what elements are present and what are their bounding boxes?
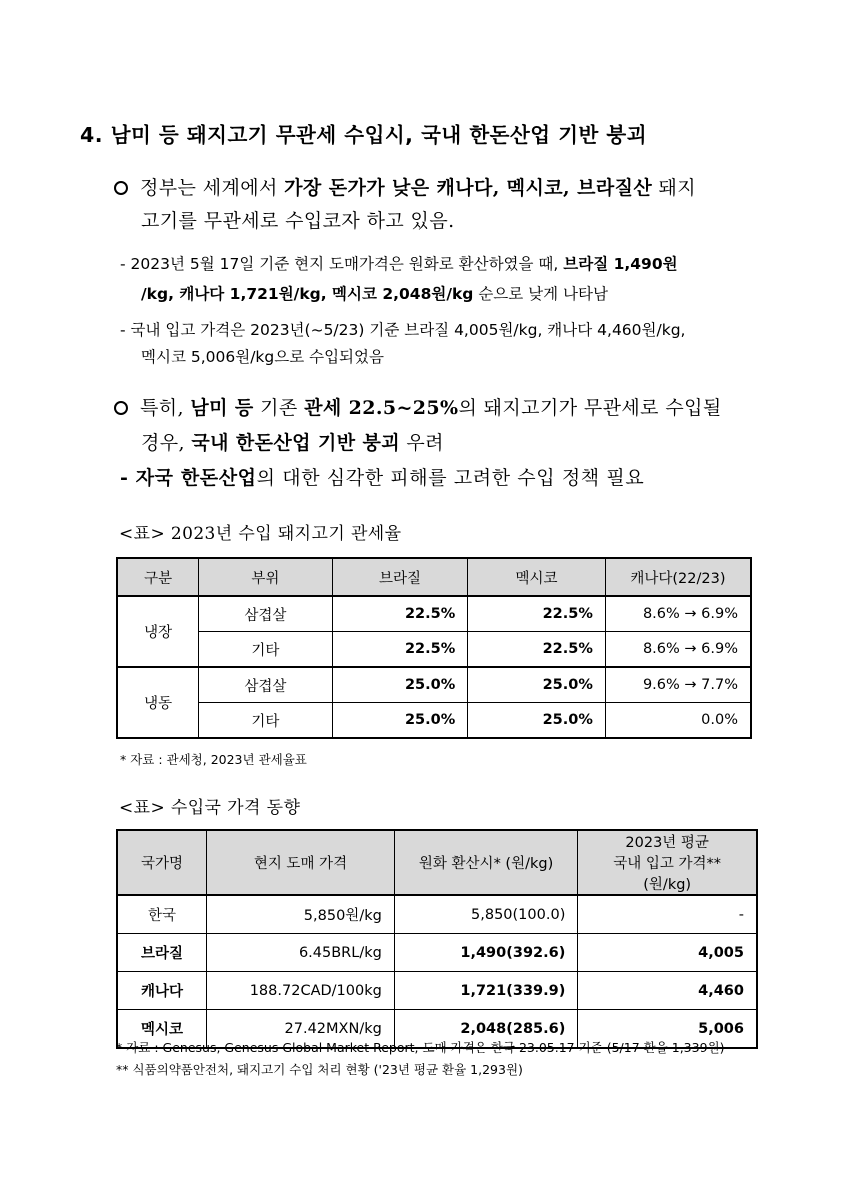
header-cell: 부위 [199,558,332,596]
krw-price-cell: 2,048(285.6) [394,1010,578,1049]
header-line: 국내 입고 가격**(원/kg) [613,856,722,893]
table-header-row [117,558,751,596]
header-cell: 멕시코 [468,558,606,596]
group-cell: 냉장 [117,596,199,667]
price-trend-table [116,829,758,1049]
text-run-bold: 브라질 1,490원 [563,255,678,273]
mexico-cell: 22.5% [468,596,606,632]
part-cell: 기타 [199,703,332,739]
text-run: 기존 [253,397,305,419]
bullet-paragraph-2 [114,393,722,420]
text-run: 경우, [141,432,192,454]
bullet-paragraph-1-line2: 고기를 무관세로 수입코자 하고 있음. [141,210,455,232]
mexico-cell: 22.5% [468,632,606,668]
text-run-bold: 남미 등 [190,397,254,419]
mexico-cell: 25.0% [468,703,606,739]
dash-item-2-line2: 멕시코 5,006원/kg으로 수입되었음 [141,348,384,366]
text-run: 돼지 [652,177,697,199]
header-cell: 현지 도매 가격 [207,830,395,895]
circle-bullet-icon [114,181,128,195]
table-row [117,632,751,668]
brazil-cell: 25.0% [332,667,468,703]
import-price-cell: 5,006 [578,1010,757,1049]
text-run: 의 대한 심각한 피해를 고려한 수입 정책 필요 [256,467,645,489]
import-price-cell: 4,460 [578,972,757,1010]
local-price-cell: 5,850원/kg [207,895,395,934]
header-cell: 국가명 [117,830,207,895]
dash-item-1-line2 [141,282,608,304]
table-row [117,667,751,703]
part-cell: 기타 [199,632,332,668]
local-price-cell: 188.72CAD/100kg [207,972,395,1010]
krw-price-cell: 1,490(392.6) [394,934,578,972]
text-run-bold: /kg, 캐나다 1,721원/kg, 멕시코 2,048원/kg [141,285,474,303]
circle-bullet-icon [114,401,128,415]
table-row [117,934,757,972]
table-row [117,703,751,739]
dash-item-2: - 국내 입고 가격은 2023년(~5/23) 기준 브라질 4,005원/kg, 캐나다 4,460원/kg, [120,321,686,339]
local-price-cell: 6.45BRL/kg [207,934,395,972]
text-run-bold: - 자국 한돈산업 [120,467,257,489]
dash-item-1 [120,252,678,274]
text-run: 우려 [399,432,444,454]
krw-price-cell: 1,721(339.9) [394,972,578,1010]
table-row [117,596,751,632]
part-cell: 삼겹살 [199,596,332,632]
header-cell: 원화 환산시* (원/kg) [394,830,578,895]
import-price-cell: 4,005 [578,934,757,972]
text-run-bold: 국내 한돈산업 기반 붕괴 [191,432,400,454]
header-cell-two-line [578,830,757,895]
table2-source-note-2: ** 식품의약품안전처, 돼지고기 수입 처리 현황 ('23년 평균 환율 1,293원) [116,1062,523,1077]
mexico-cell: 25.0% [468,667,606,703]
table1-caption: <표> 2023년 수입 돼지고기 관세율 [119,524,402,544]
part-cell: 삼겹살 [199,667,332,703]
text-run: - 2023년 5월 17일 기준 현지 도매가격은 원화로 환산하였을 때, [120,255,564,273]
bullet-paragraph-2-line2 [141,428,444,455]
table2-source-note-1: * 자료 : Genesus, Genesus Global Market Report, 도매 가격은 한국 23.05.17 기준 (5/17 환율 1,339원) [116,1040,725,1055]
table-row [117,895,757,934]
country-cell: 브라질 [117,934,207,972]
header-line: 2023년 평균 [625,835,709,851]
country-cell: 한국 [117,895,207,934]
text-run: 특히, [140,397,191,419]
bullet-paragraph-1 [114,173,696,200]
tariff-table [116,557,752,739]
brazil-cell: 22.5% [332,632,468,668]
canada-cell: 0.0% [605,703,751,739]
text-run: 순으로 낮게 나타남 [473,285,608,303]
header-cell: 캐나다(22/23) [605,558,751,596]
table-row [117,972,757,1010]
table1-source-note: * 자료 : 관세청, 2023년 관세율표 [120,752,307,767]
brazil-cell: 22.5% [332,596,468,632]
dash-item-3 [120,463,644,490]
text-run-bold: 가장 돈가가 낮은 캐나다, 멕시코, 브라질산 [284,177,653,199]
section-heading: 4. 남미 등 돼지고기 무관세 수입시, 국내 한돈산업 기반 붕괴 [80,123,648,147]
krw-price-cell: 5,850(100.0) [394,895,578,934]
table2-caption: <표> 수입국 가격 동향 [119,798,301,818]
canada-cell: 9.6% → 7.7% [605,667,751,703]
import-price-cell: - [578,895,757,934]
country-cell: 캐나다 [117,972,207,1010]
local-price-cell: 27.42MXN/kg [207,1010,395,1049]
group-cell: 냉동 [117,667,199,738]
text-run: 정부는 세계에서 [140,177,285,199]
country-cell: 멕시코 [117,1010,207,1049]
text-run-bold: 관세 22.5~25% [304,397,459,419]
canada-cell: 8.6% → 6.9% [605,632,751,668]
text-run: 의 돼지고기가 무관세로 수입될 [458,397,722,419]
header-cell: 구분 [117,558,199,596]
brazil-cell: 25.0% [332,703,468,739]
header-cell: 브라질 [332,558,468,596]
canada-cell: 8.6% → 6.9% [605,596,751,632]
table-header-row [117,830,757,895]
